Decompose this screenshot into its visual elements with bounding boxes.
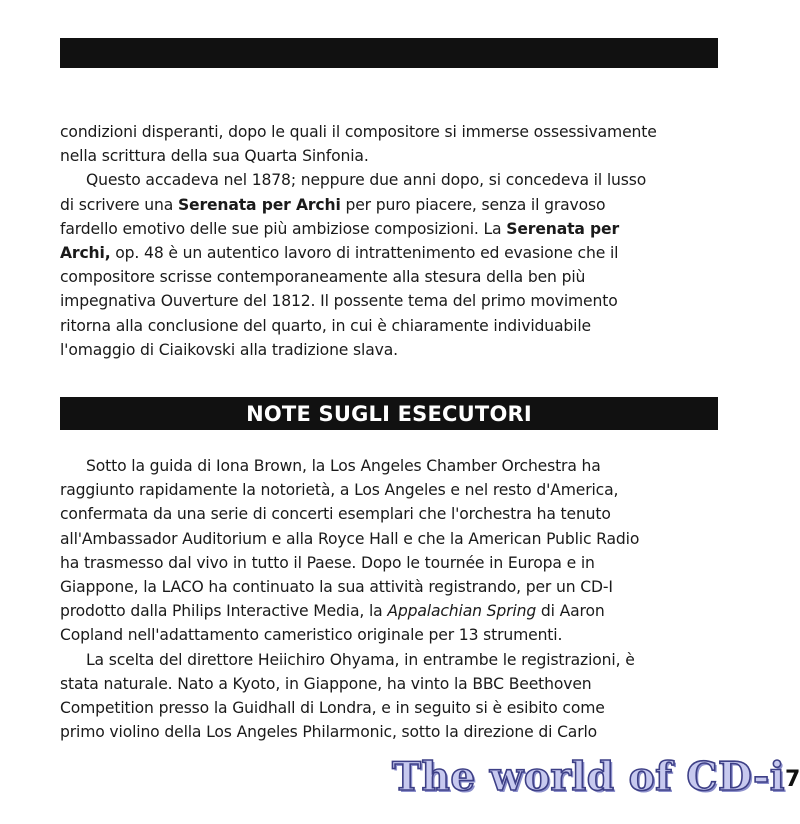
text-line: Questo accadeva nel 1878; neppure due anni dopo, si concedeva il lusso (86, 171, 647, 190)
text-line: ritorna alla conclusione del quarto, in cui è chiaramente individuabile (60, 316, 591, 335)
text-line: Copland nell'adattamento cameristico originale per 13 strumenti. (60, 626, 563, 645)
text-run: op. 48 è un autentico lavoro di intrattenimento ed evasione che il (110, 244, 619, 263)
text-line: l'omaggio di Ciaikovski alla tradizione slava. (60, 340, 398, 359)
brand-logo-text: The world of CD-i (392, 754, 786, 800)
text-line (60, 599, 720, 623)
text-line (60, 193, 720, 217)
section-header-bar (60, 397, 718, 430)
text-run: prodotto dalla Philips Interactive Media, la (60, 602, 388, 621)
section-title: NOTE SUGLI ESECUTORI (246, 401, 532, 426)
text-line (60, 241, 720, 265)
text-run: per puro piacere, senza il gravoso (340, 195, 606, 214)
text-line: nella scrittura della sua Quarta Sinfonia. (60, 147, 369, 166)
text-line: raggiunto rapidamente la notorietà, a Los Angeles e nel resto d'America, (60, 481, 619, 500)
text-line: La scelta del direttore Heiichiro Ohyama, in entrambe le registrazioni, è (86, 650, 635, 669)
paragraph (60, 120, 720, 168)
work-title-bold: Serenata per Archi (177, 195, 341, 214)
text-block-performers (60, 454, 720, 744)
text-line: Competition presso la Guidhall di Londra, e in seguito si è esibito come (60, 699, 605, 718)
work-title-italic: Appalachian Spring (387, 602, 537, 621)
paragraph (60, 168, 720, 362)
text-line: stata naturale. Nato a Kyoto, in Giappone, ha vinto la BBC Beethoven (60, 674, 592, 693)
footer (392, 752, 800, 800)
text-run: di scrivere una (60, 195, 178, 214)
paragraph (60, 454, 720, 648)
header-bar (60, 38, 718, 68)
work-title-bold: Serenata per (506, 219, 620, 238)
text-line: impegnativa Ouverture del 1812. Il possente tema del primo movimento (60, 292, 618, 311)
text-run: fardello emotivo delle sue più ambiziose composizioni. La (60, 219, 507, 238)
paragraph (60, 648, 720, 745)
text-line: all'Ambassador Auditorium e alla Royce Hall e che la American Public Radio (60, 529, 640, 548)
text-line: Sotto la guida di Iona Brown, la Los Angeles Chamber Orchestra ha (86, 457, 601, 475)
work-title-bold: Archi, (60, 244, 111, 263)
text-run: di Aaron (536, 602, 605, 621)
text-line: primo violino della Los Angeles Philarmonic, sotto la direzione di Carlo (60, 723, 598, 742)
text-line: Giappone, la LACO ha continuato la sua attività registrando, per un CD-I (60, 578, 613, 597)
text-block-continued (60, 120, 720, 362)
text-line: confermata da una serie di concerti esemplari che l'orchestra ha tenuto (60, 505, 611, 524)
text-line: condizioni disperanti, dopo le quali il compositore si immerse ossessivamente (60, 123, 657, 141)
page-number: 7 (785, 767, 800, 792)
text-line: compositore scrisse contemporaneamente alla stesura della ben più (60, 268, 586, 287)
text-line: ha trasmesso dal vivo in tutto il Paese. Dopo le tournée in Europa e in (60, 553, 595, 572)
text-line (60, 217, 720, 241)
